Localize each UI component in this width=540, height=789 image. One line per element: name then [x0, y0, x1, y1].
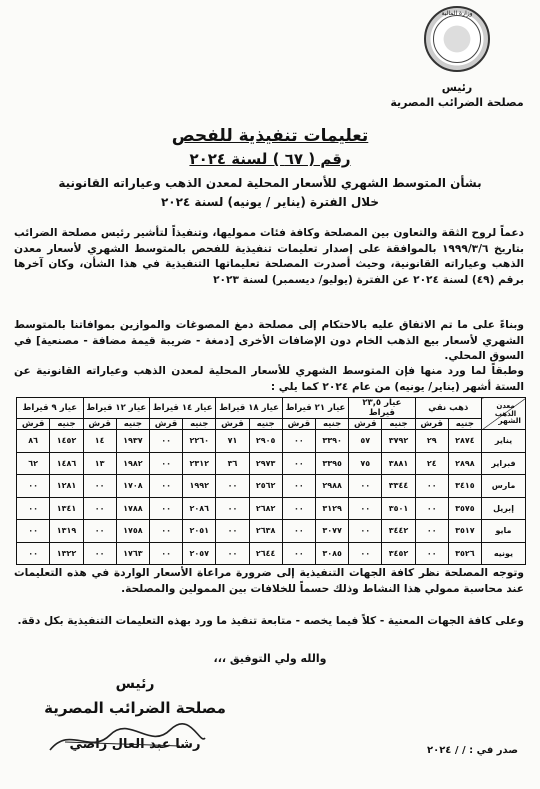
issue-date-label: صدر في : [469, 745, 518, 756]
table-cell: ٠٠ [83, 475, 116, 498]
table-subcol-header: قرش [17, 419, 50, 430]
table-cell: ١٤ [83, 430, 116, 453]
corner-bottom-label: الشهر [498, 416, 521, 425]
table-cell: ٢٦٣٨ [249, 520, 282, 543]
table-cell: ٠٠ [216, 542, 249, 565]
table-cell: ٠٠ [17, 475, 50, 498]
table-subcol-header: جنيه [183, 419, 216, 430]
body-paragraph-2: وبناءً على ما تم الاتفاق عليه بالاحتكام إلى مصلحة دمغ المصوغات والموازين بموافاتنا بالمتوسط الشهري لأسعار بيع الذهب الخام دون الإضافات الأخرى [دمغة - ضريبة قيمة مضافة - مصنعية] في السوق المحلي. [14, 319, 524, 362]
signature-title: رئيس [115, 676, 155, 692]
body-paragraph-1: دعماً لروح الثقة والتعاون بين المصلحة وكافة فئات مموليها، وتنفيذاً لتأشير رئيس مصلحة الضرائب بتاريخ ١٩٩٩/٣/٦ بالموافقة على إصدار تعليمات تنفيذية للفحص بالمتوسط الشهري لأسعار معدن الذهب وعياراته القانونية، وحيث أصدرت المصلحة تعليماتها التنفيذية في هذا الشأن، وكان آخرها برقم (٤٩) لسنة ٢٠٢٤ عن الفترة (يوليو/ ديسمبر) لسنة ٢٠٢٣ [14, 227, 524, 286]
table-group-header: عيار ٩ قيراط [17, 398, 84, 419]
table-cell: ٢٠٥١ [183, 520, 216, 543]
gold-price-table [16, 397, 526, 565]
table-cell: ٠٠ [415, 475, 448, 498]
table-group-header: عيار ١٤ قيراط [149, 398, 215, 419]
table-subcol-header: قرش [83, 419, 116, 430]
document-title: تعليمات تنفيذية للفحص [171, 126, 369, 146]
table-cell: ٠٠ [282, 475, 315, 498]
table-cell: ٣٥٧٥ [448, 497, 481, 520]
table-row [17, 475, 526, 498]
corner-top-label: معدن الذهب [494, 402, 517, 418]
issue-date-value: / / ٢٠٢٤ [426, 745, 466, 756]
table-row [17, 542, 526, 565]
table-cell: ١٣٤١ [50, 497, 83, 520]
table-group-header: ذهب نقي [415, 398, 481, 419]
table-cell: ٠٠ [282, 452, 315, 475]
table-cell: ٠٠ [149, 520, 182, 543]
table-subcol-header: جنيه [116, 419, 149, 430]
table-cell: ٨٦ [17, 430, 50, 453]
table-cell: ٣٠٨٥ [315, 542, 348, 565]
table-cell: ١٣ [83, 452, 116, 475]
closing-line: والله ولي التوفيق ،،، [213, 652, 327, 665]
table-cell: ٢٤ [415, 452, 448, 475]
table-subcol-header: قرش [415, 419, 448, 430]
table-cell: ٠٠ [149, 452, 182, 475]
table-row [17, 452, 526, 475]
table-row [17, 520, 526, 543]
table-cell: ٠٠ [349, 520, 382, 543]
table-cell: ٣٣٤٤ [382, 475, 415, 498]
table-cell: ٠٠ [149, 430, 182, 453]
table-cell: ٠٠ [415, 542, 448, 565]
table-cell: ٣٤١٥ [448, 475, 481, 498]
gold-price-grid [16, 397, 526, 565]
table-cell: ١٩٩٢ [183, 475, 216, 498]
table-subcol-header: قرش [282, 419, 315, 430]
table-cell: ٣٨٨١ [382, 452, 415, 475]
table-cell: ٢٩٨٨ [315, 475, 348, 498]
table-month-cell: إبريل [482, 497, 526, 520]
table-cell: ١٧٠٨ [116, 475, 149, 498]
table-subcol-header: جنيه [249, 419, 282, 430]
table-cell: ٢٠٨٦ [183, 497, 216, 520]
table-cell: ٧١ [216, 430, 249, 453]
table-cell: ١٩٣٧ [116, 430, 149, 453]
table-cell: ٢٢٦٠ [183, 430, 216, 453]
table-cell: ١٢٨١ [50, 475, 83, 498]
table-cell: ٣٥٢٦ [448, 542, 481, 565]
table-cell: ٢٦٨٢ [249, 497, 282, 520]
seal-caption: وزارة المالية [441, 10, 473, 17]
table-cell: ١٣١٩ [50, 520, 83, 543]
table-cell: ٠٠ [83, 542, 116, 565]
table-cell: ٠٠ [349, 497, 382, 520]
table-month-cell: يونيه [482, 542, 526, 565]
table-cell: ٢٨٩٨ [448, 452, 481, 475]
table-cell: ٣٣٩٠ [315, 430, 348, 453]
table-cell: ١٤٥٢ [50, 430, 83, 453]
table-cell: ٠٠ [17, 520, 50, 543]
body-paragraph-5: وعلى كافة الجهات المعنية - كلاً فيما يخصه - متابعة تنفيذ ما ورد بهذه التعليمات التنفيذية بكل دقة. [17, 615, 524, 627]
table-cell: ٢٠٥٧ [183, 542, 216, 565]
table-cell: ٥٧ [349, 430, 382, 453]
handwritten-signature-icon [40, 720, 210, 760]
table-subcol-header: جنيه [448, 419, 481, 430]
table-cell: ٢٥٦٢ [249, 475, 282, 498]
table-cell: ٣٠٧٧ [315, 520, 348, 543]
table-group-header: عيار ٢١ قيراط [282, 398, 348, 419]
table-subcol-header: قرش [349, 419, 382, 430]
table-cell: ٠٠ [149, 542, 182, 565]
table-cell: ٢٨٧٤ [448, 430, 481, 453]
table-subcol-header: جنيه [50, 419, 83, 430]
authority-title: رئيس [441, 81, 473, 94]
table-cell: ٠٠ [216, 475, 249, 498]
table-header-subcols [17, 419, 526, 430]
table-cell: ١٣٢٢ [50, 542, 83, 565]
table-group-header: عيار ١٨ قيراط [216, 398, 282, 419]
table-cell: ١٤٨٦ [50, 452, 83, 475]
table-cell: ٢٩٠٥ [249, 430, 282, 453]
table-cell: ٠٠ [216, 497, 249, 520]
document-subject: بشأن المتوسط الشهري للأسعار المحلية لمعدن الذهب وعياراته القانونية [58, 176, 482, 190]
table-subcol-header: جنيه [315, 419, 348, 430]
table-cell: ٠٠ [149, 475, 182, 498]
table-cell: ٠٠ [415, 497, 448, 520]
issue-date-line [427, 745, 518, 756]
table-group-header: عيار ١٢ قيراط [83, 398, 149, 419]
table-cell: ٠٠ [83, 497, 116, 520]
table-cell: ٣٧٩٢ [382, 430, 415, 453]
table-subcol-header: قرش [216, 419, 249, 430]
table-cell: ٣٤٥٢ [382, 542, 415, 565]
table-cell: ٠٠ [349, 542, 382, 565]
table-cell: ٠٠ [17, 497, 50, 520]
table-cell: ٠٠ [216, 520, 249, 543]
table-month-cell: مايو [482, 520, 526, 543]
table-cell: ١٩٨٢ [116, 452, 149, 475]
table-row [17, 497, 526, 520]
table-subcol-header: قرش [149, 419, 182, 430]
table-cell: ٠٠ [17, 542, 50, 565]
table-row [17, 430, 526, 453]
signature-authority: مصلحة الضرائب المصرية [44, 699, 226, 717]
table-cell: ٣٦ [216, 452, 249, 475]
table-cell: ١٧٦٣ [116, 542, 149, 565]
document-number: رقم ( ٦٧ ) لسنة ٢٠٢٤ [189, 150, 351, 168]
table-cell: ٠٠ [282, 520, 315, 543]
table-month-cell: يناير [482, 430, 526, 453]
table-body [17, 430, 526, 565]
table-cell: ٠٠ [415, 520, 448, 543]
table-month-cell: فبراير [482, 452, 526, 475]
table-cell: ٣٥٠١ [382, 497, 415, 520]
table-header-groups [17, 398, 526, 419]
table-cell: ٢٦٤٤ [249, 542, 282, 565]
document-period: خلال الفترة (يناير / يونيه) لسنة ٢٠٢٤ [160, 195, 380, 209]
body-paragraph-3: وطبقاً لما ورد منها فإن المتوسط الشهري للأسعار المحلية لمعدن الذهب وعياراته القانونية عن الستة أشهر (يناير/ يونيه) من عام ٢٠٢٤ كما يلي : [14, 365, 524, 393]
table-group-header: عيار ٢٣,٥ قيراط [349, 398, 415, 419]
body-paragraph-4: وتوجه المصلحة نظر كافة الجهات التنفيذية إلى ضرورة مراعاة الأسعار الواردة في هذه التعليمات عند محاسبة ممولي هذا النشاط وذلك حسماً للخلافات بين الممولين والمصلحة. [14, 567, 524, 595]
table-cell: ٠٠ [349, 475, 382, 498]
table-cell: ٢٣١٢ [183, 452, 216, 475]
table-cell: ٠٠ [282, 430, 315, 453]
table-cell: ٧٥ [349, 452, 382, 475]
table-cell: ٣٥١٧ [448, 520, 481, 543]
ministry-seal-icon [424, 6, 490, 72]
table-cell: ٦٢ [17, 452, 50, 475]
table-cell: ٢٩ [415, 430, 448, 453]
table-cell: ٠٠ [282, 497, 315, 520]
table-cell: ٣٣٩٥ [315, 452, 348, 475]
table-cell: ١٧٥٨ [116, 520, 149, 543]
table-cell: ٣٤٤٢ [382, 520, 415, 543]
table-cell: ٣١٢٩ [315, 497, 348, 520]
authority-name: مصلحة الضرائب المصرية [390, 96, 524, 109]
seal-ring [433, 15, 481, 63]
table-cell: ٠٠ [282, 542, 315, 565]
table-subcol-header: جنيه [382, 419, 415, 430]
table-cell: ٠٠ [149, 497, 182, 520]
issuing-authority [382, 80, 532, 110]
table-month-cell: مارس [482, 475, 526, 498]
table-cell: ١٧٨٨ [116, 497, 149, 520]
signatory-name: رشا عبد العال راضي [69, 737, 201, 752]
table-cell: ٠٠ [83, 520, 116, 543]
document-title-block [0, 124, 540, 212]
table-cell: ٢٩٧٣ [249, 452, 282, 475]
corner-cell [482, 398, 526, 430]
